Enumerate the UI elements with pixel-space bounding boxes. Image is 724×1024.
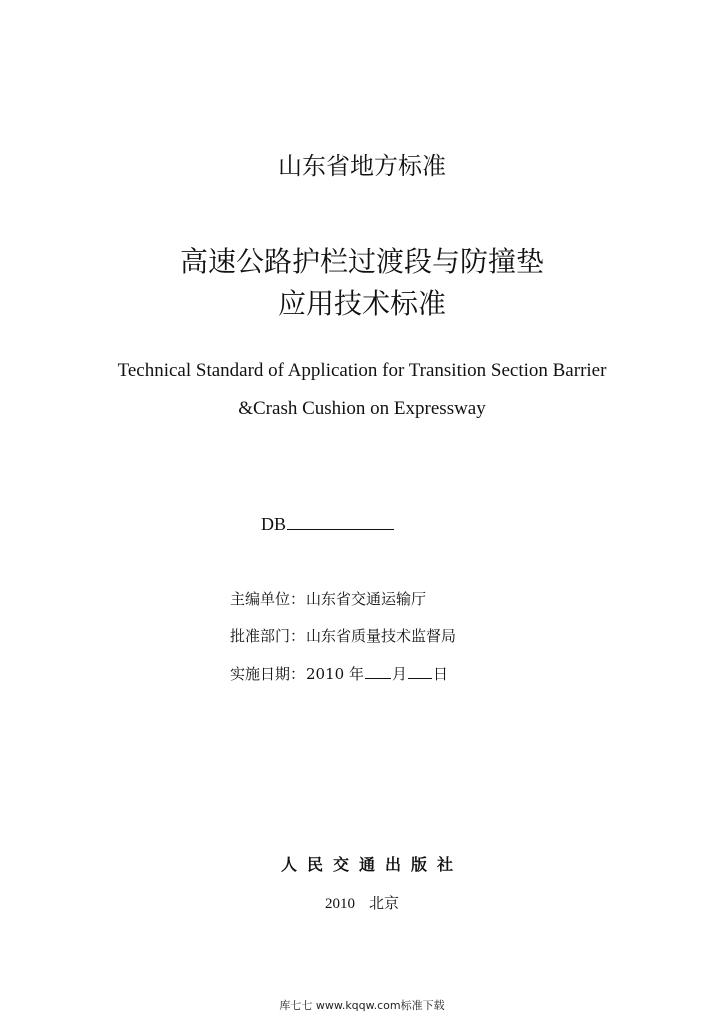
approval-dept-row — [230, 625, 456, 646]
approval-dept-value: 山东省质量技术监督局 — [306, 627, 457, 645]
english-title-line-1: Technical Standard of Application for Transition Section Barrier — [117, 360, 607, 381]
publication-city: 北京 — [368, 896, 399, 912]
standard-category: 山东省地方标准 — [278, 152, 446, 180]
publication-info — [0, 892, 724, 913]
document-title-line-1: 高速公路护栏过渡段与防撞垫 — [179, 245, 544, 278]
db-code-label: DB — [261, 514, 287, 534]
publication-year: 2010 — [324, 896, 355, 912]
effective-date-label: 实施日期： — [230, 665, 306, 683]
day-blank — [408, 664, 432, 679]
editor-unit-value: 山东省交通运输厅 — [306, 590, 427, 608]
effective-date-row — [230, 663, 448, 684]
db-code-blank — [287, 513, 394, 530]
download-footer: 库七七 www.kqqw.com标准下载 — [279, 999, 445, 1012]
db-code-field — [261, 513, 394, 535]
month-unit: 月 — [391, 665, 407, 683]
editor-unit-label: 主编单位： — [230, 590, 306, 608]
day-unit: 日 — [432, 665, 448, 683]
month-blank — [365, 664, 391, 679]
document-title-line-2: 应用技术标准 — [277, 287, 446, 320]
effective-year: 2010 年 — [306, 665, 364, 683]
editor-unit-row — [230, 588, 426, 609]
english-title-line-2: &Crash Cushion on Expressway — [238, 398, 486, 419]
publisher-name: 人民交通出版社 — [280, 855, 463, 874]
approval-dept-label: 批准部门： — [230, 627, 306, 645]
